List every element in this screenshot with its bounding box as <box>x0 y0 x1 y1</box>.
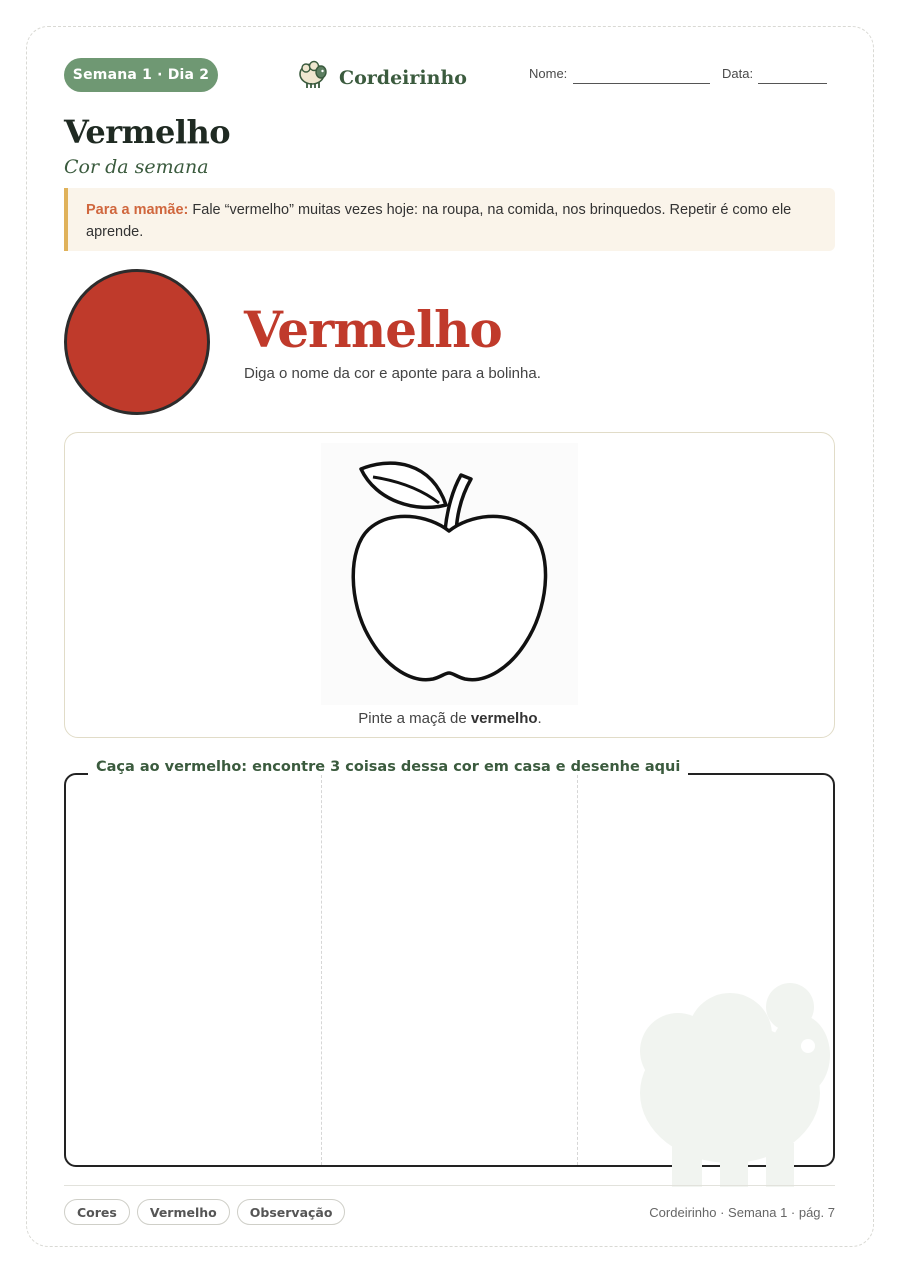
date-label: Data: <box>722 66 754 81</box>
tag-vermelho: Vermelho <box>137 1199 230 1225</box>
parent-note <box>64 188 835 251</box>
sheep-icon <box>297 60 329 95</box>
column-divider <box>321 775 322 1165</box>
apple-outline-icon <box>321 443 578 710</box>
note-text: Fale “vermelho” muitas vezes hoje: na roupa, na comida, nos brinquedos. Repetir é como ele aprende. <box>86 202 792 240</box>
note-label: Para a mamãe: <box>86 202 189 218</box>
column-divider <box>577 775 578 1165</box>
name-field[interactable] <box>573 83 710 84</box>
page-title: Vermelho <box>64 113 231 151</box>
footer-tags <box>64 1199 345 1225</box>
red-color-circle <box>64 269 210 415</box>
brand <box>297 60 467 95</box>
color-instruction: Diga o nome da cor e aponte para a bolinha. <box>244 365 541 382</box>
footer-divider <box>64 1185 835 1186</box>
page-number: Cordeirinho · Semana 1 · pág. 7 <box>649 1205 835 1220</box>
brand-name: Cordeirinho <box>339 66 467 89</box>
coloring-caption <box>0 710 900 727</box>
caption-bold: vermelho <box>470 710 538 727</box>
caption-suffix: . <box>537 710 542 727</box>
sheep-watermark-icon <box>620 983 832 1192</box>
name-label: Nome: <box>529 66 568 81</box>
tag-cores: Cores <box>64 1199 130 1225</box>
week-day-badge: Semana 1 · Dia 2 <box>64 58 218 92</box>
drawing-area-title: Caça ao vermelho: encontre 3 coisas dessa cor em casa e desenhe aqui <box>88 759 688 775</box>
caption-prefix: Pinte a maçã de <box>358 710 471 727</box>
page-subtitle: Cor da semana <box>64 156 209 178</box>
date-field[interactable] <box>758 83 827 84</box>
color-name: Vermelho <box>244 300 502 359</box>
tag-observacao: Observação <box>237 1199 346 1225</box>
